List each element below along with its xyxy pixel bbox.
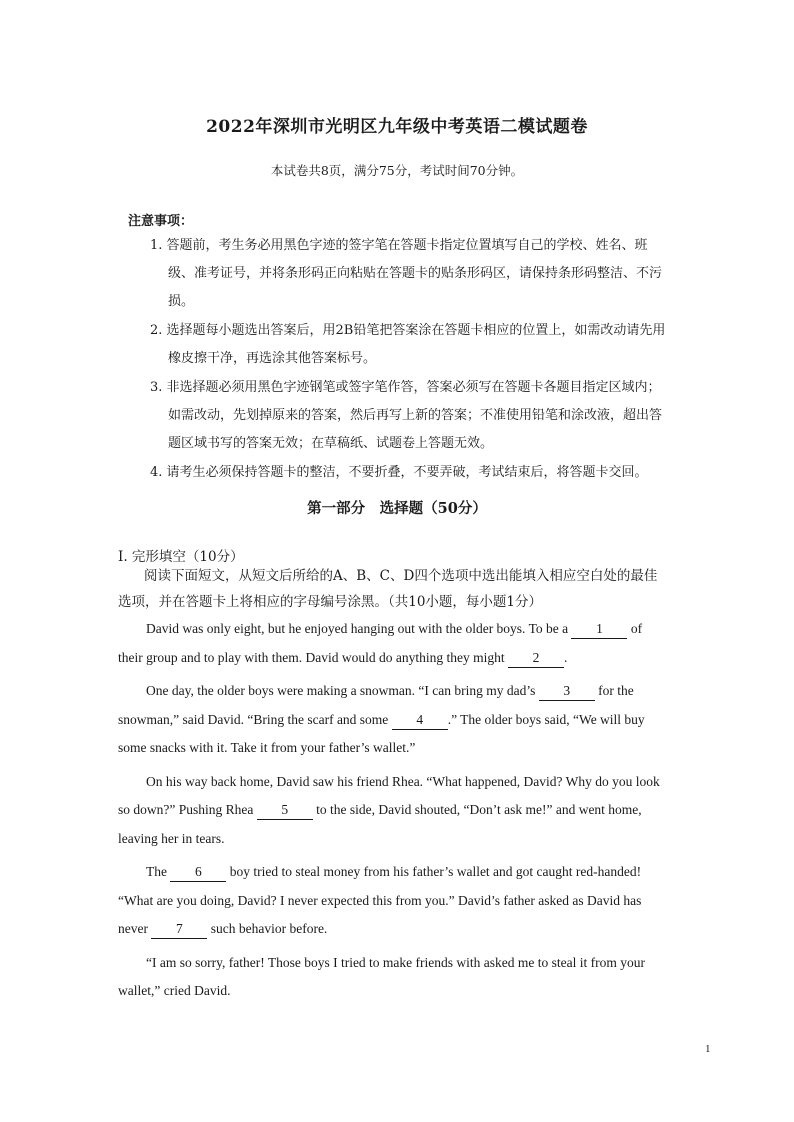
blank-5: 5 [257, 801, 313, 820]
blank-1: 1 [571, 620, 627, 639]
notice-item: 3. 非选择题必须用黑色字迹钢笔或签字笔作答，答案必须写在答题卡各题目指定区域内；如需改动，先划掉原来的答案，然后再写上新的答案；不准使用铅笔和涂改液，超出答题区域书写的答案无效；在草稿纸、试题卷上答题无效。 [150, 380, 663, 451]
cloze-passage [118, 615, 666, 1011]
passage-text: boy tried to steal money from his father’s wallet and got caught red-handed! “What are you doing, David? I never expected this from you.” David’s father asked as David has never [118, 864, 642, 936]
passage-text: . [563, 649, 568, 665]
blank-6: 6 [170, 863, 226, 882]
passage-text: On his way back home, David saw his friend Rhea. “What happened, David? Why do you look so down?” Pushing Rhea [118, 773, 660, 817]
notice-heading: 注意事项： [128, 214, 194, 229]
exam-info: 本试卷共8页，满分75分，考试时间70分钟。 [270, 163, 524, 178]
blank-3: 3 [539, 682, 595, 701]
page-number: 1 [705, 1043, 711, 1055]
passage-text: for the snowman,” said David. “Bring the scarf and some [118, 683, 634, 727]
passage-text: of their group and to play with them. David would do anything they might [118, 621, 643, 665]
section-directions: 阅读下面短文，从短文后所给的A、B、C、D四个选项中选出能填入相应空白处的最佳选项，并在答题卡上将相应的字母编号涂黑。（共10小题，每小题1分） [118, 568, 658, 610]
passage-paragraph [118, 615, 666, 672]
passage-text: .” The older boys said, “We will buy some snacks with it. Take it from your father’s wallet.” [118, 711, 645, 755]
passage-text: One day, the older boys were making a snowman. “I can bring my dad’s [146, 683, 536, 698]
blank-2: 2 [508, 649, 564, 668]
passage-paragraph [118, 768, 666, 854]
passage-paragraph [118, 949, 666, 1006]
passage-text: “I am so sorry, father! Those boys I tried to make friends with asked me to steal it from your wallet,” cried David. [118, 954, 645, 998]
passage-paragraph [118, 858, 666, 944]
section-heading: I. 完形填空（10分） [118, 549, 244, 565]
passage-text: The [146, 864, 167, 879]
blank-7: 7 [151, 920, 207, 939]
part-heading: 第一部分 选择题（50分） [307, 500, 487, 517]
notice-list [150, 232, 670, 488]
page-title: 2022年深圳市光明区九年级中考英语二模试题卷 [206, 117, 588, 137]
passage-text: to the side, David shouted, “Don’t ask me!” and went home, leaving her in tears. [118, 802, 642, 846]
passage-text: David was only eight, but he enjoyed hanging out with the older boys. To be a [146, 621, 569, 636]
notice-item: 1. 答题前，考生务必用黑色字迹的签字笔在答题卡指定位置填写自己的学校、姓名、班级、准考证号，并将条形码正向粘贴在答题卡的贴条形码区，请保持条形码整洁、不污损。 [150, 238, 663, 309]
passage-paragraph [118, 677, 666, 763]
blank-4: 4 [392, 711, 448, 730]
passage-text: such behavior before. [210, 921, 328, 936]
notice-item: 4. 请考生必须保持答题卡的整洁，不要折叠，不要弄破，考试结束后，将答题卡交回。 [150, 465, 648, 480]
notice-item: 2. 选择题每小题选出答案后，用2B铅笔把答案涂在答题卡相应的位置上，如需改动请先用橡皮擦干净，再选涂其他答案标号。 [150, 323, 666, 366]
